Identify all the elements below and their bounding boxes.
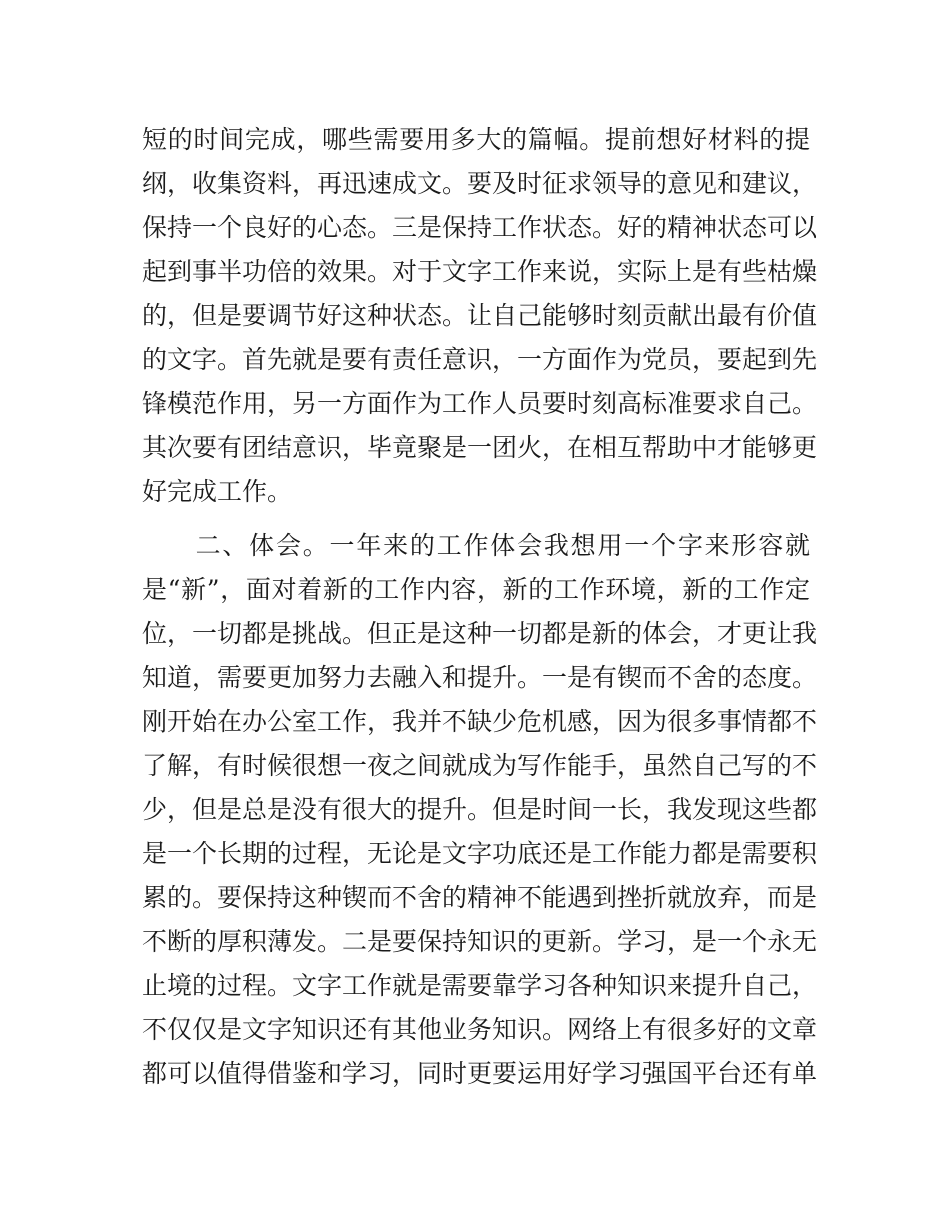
text-line: 纲，收集资料，再迅速成文。要及时征求领导的意见和建议， bbox=[142, 169, 818, 198]
paragraph-2 bbox=[142, 524, 818, 1096]
text-line: 了解，有时候很想一夜之间就成为写作能手，虽然自己写的不 bbox=[142, 751, 818, 780]
document-page bbox=[142, 118, 818, 1096]
text-line: 的，但是要调节好这种状态。让自己能够时刻贡献出最有价值 bbox=[142, 301, 818, 330]
text-line: 的文字。首先就是要有责任意识，一方面作为党员，要起到先 bbox=[142, 345, 818, 374]
text-line: 刚开始在办公室工作，我并不缺少危机感，因为很多事情都不 bbox=[142, 707, 818, 736]
text-line: 累的。要保持这种锲而不舍的精神不能遇到挫折就放弃，而是 bbox=[142, 883, 818, 912]
text-line: 二、体会。一年来的工作体会我想用一个字来形容就 bbox=[142, 531, 810, 560]
text-line: 起到事半功倍的效果。对于文字工作来说，实际上是有些枯燥 bbox=[142, 257, 818, 286]
paragraph-1 bbox=[142, 118, 818, 514]
text-line: 锋模范作用，另一方面作为工作人员要时刻高标准要求自己。 bbox=[142, 389, 818, 418]
text-line: 都可以值得借鉴和学习，同时更要运用好学习强国平台还有单 bbox=[142, 1059, 818, 1088]
text-line: 保持一个良好的心态。三是保持工作状态。好的精神状态可以 bbox=[142, 213, 818, 242]
text-line: 是一个长期的过程，无论是文字功底还是工作能力都是需要积 bbox=[142, 839, 818, 868]
text-line: 止境的过程。文字工作就是需要靠学习各种知识来提升自己， bbox=[142, 971, 818, 1000]
text-line: 好完成工作。 bbox=[142, 477, 293, 506]
text-line: 知道，需要更加努力去融入和提升。一是有锲而不舍的态度。 bbox=[142, 663, 818, 692]
text-line: 其次要有团结意识，毕竟聚是一团火，在相互帮助中才能够更 bbox=[142, 433, 818, 462]
text-line: 位，一切都是挑战。但正是这种一切都是新的体会，才更让我 bbox=[142, 619, 818, 648]
text-line: 少，但是总是没有很大的提升。但是时间一长，我发现这些都 bbox=[142, 795, 818, 824]
paragraph-spacer bbox=[142, 514, 810, 524]
text-line: 是“新”，面对着新的工作内容，新的工作环境，新的工作定 bbox=[142, 575, 810, 604]
text-line: 不断的厚积薄发。二是要保持知识的更新。学习，是一个永无 bbox=[142, 927, 818, 956]
text-line: 不仅仅是文字知识还有其他业务知识。网络上有很多好的文章 bbox=[142, 1015, 818, 1044]
text-line: 短的时间完成，哪些需要用多大的篇幅。提前想好材料的提 bbox=[142, 125, 810, 154]
